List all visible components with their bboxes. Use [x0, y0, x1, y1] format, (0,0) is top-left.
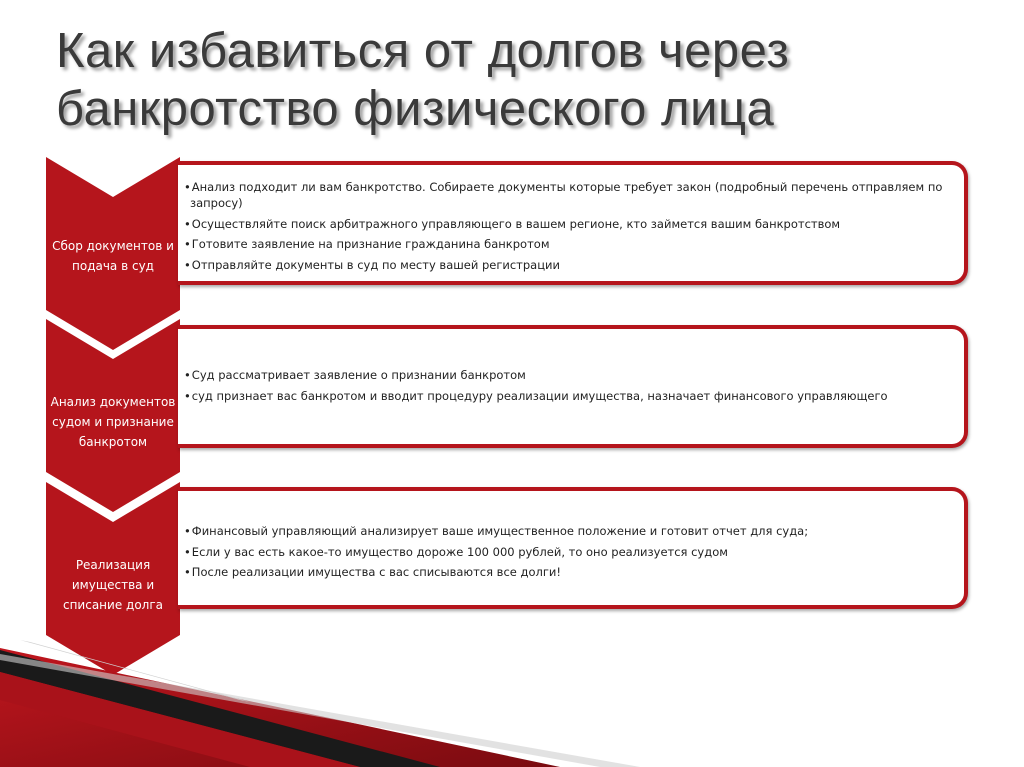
list-item: •После реализации имущества с вас списываются все долги!	[184, 565, 561, 579]
list-item: •Осуществляйте поиск арбитражного управляющего в вашем регионе, кто займется вашим банкротством	[184, 216, 841, 231]
list-item: •Финансовый управляющий анализирует ваше имущественное положение и готовит отчет для суда;	[184, 524, 809, 538]
step-2-label: Анализ документов судом и признание банкротом	[50, 395, 176, 449]
step-1-list	[184, 179, 954, 277]
list-item: •Суд рассматривает заявление о признании банкротом	[184, 368, 526, 382]
list-item: •суд признает вас банкротом и вводит процедуру реализации имущества, назначает финансового управляющего	[184, 388, 888, 403]
list-item: •Готовите заявление на признание гражданина банкротом	[184, 237, 550, 251]
step-1-label: Сбор документов и подача в суд	[52, 239, 174, 273]
step-2-card	[178, 325, 968, 448]
step-3-card	[178, 487, 968, 609]
list-item: •Анализ подходит ли вам банкротство. Собираете документы которые требует закон (подробный перечень отправляем по запросу)	[184, 180, 943, 210]
list-item: •Отправляйте документы в суд по месту вашей регистрации	[184, 257, 561, 272]
page-title: Как избавиться от долгов через банкротство физического лица	[56, 24, 790, 136]
step-1-card	[178, 161, 968, 285]
decorative-ribbon	[0, 640, 1024, 767]
list-item: •Если у вас есть какое-то имущество дороже 100 000 рублей, то оно реализуется судом	[184, 544, 728, 559]
step-3-label: Реализация имущества и списание долга	[62, 558, 163, 612]
step-2-list	[184, 367, 954, 408]
step-3-list	[184, 523, 954, 585]
